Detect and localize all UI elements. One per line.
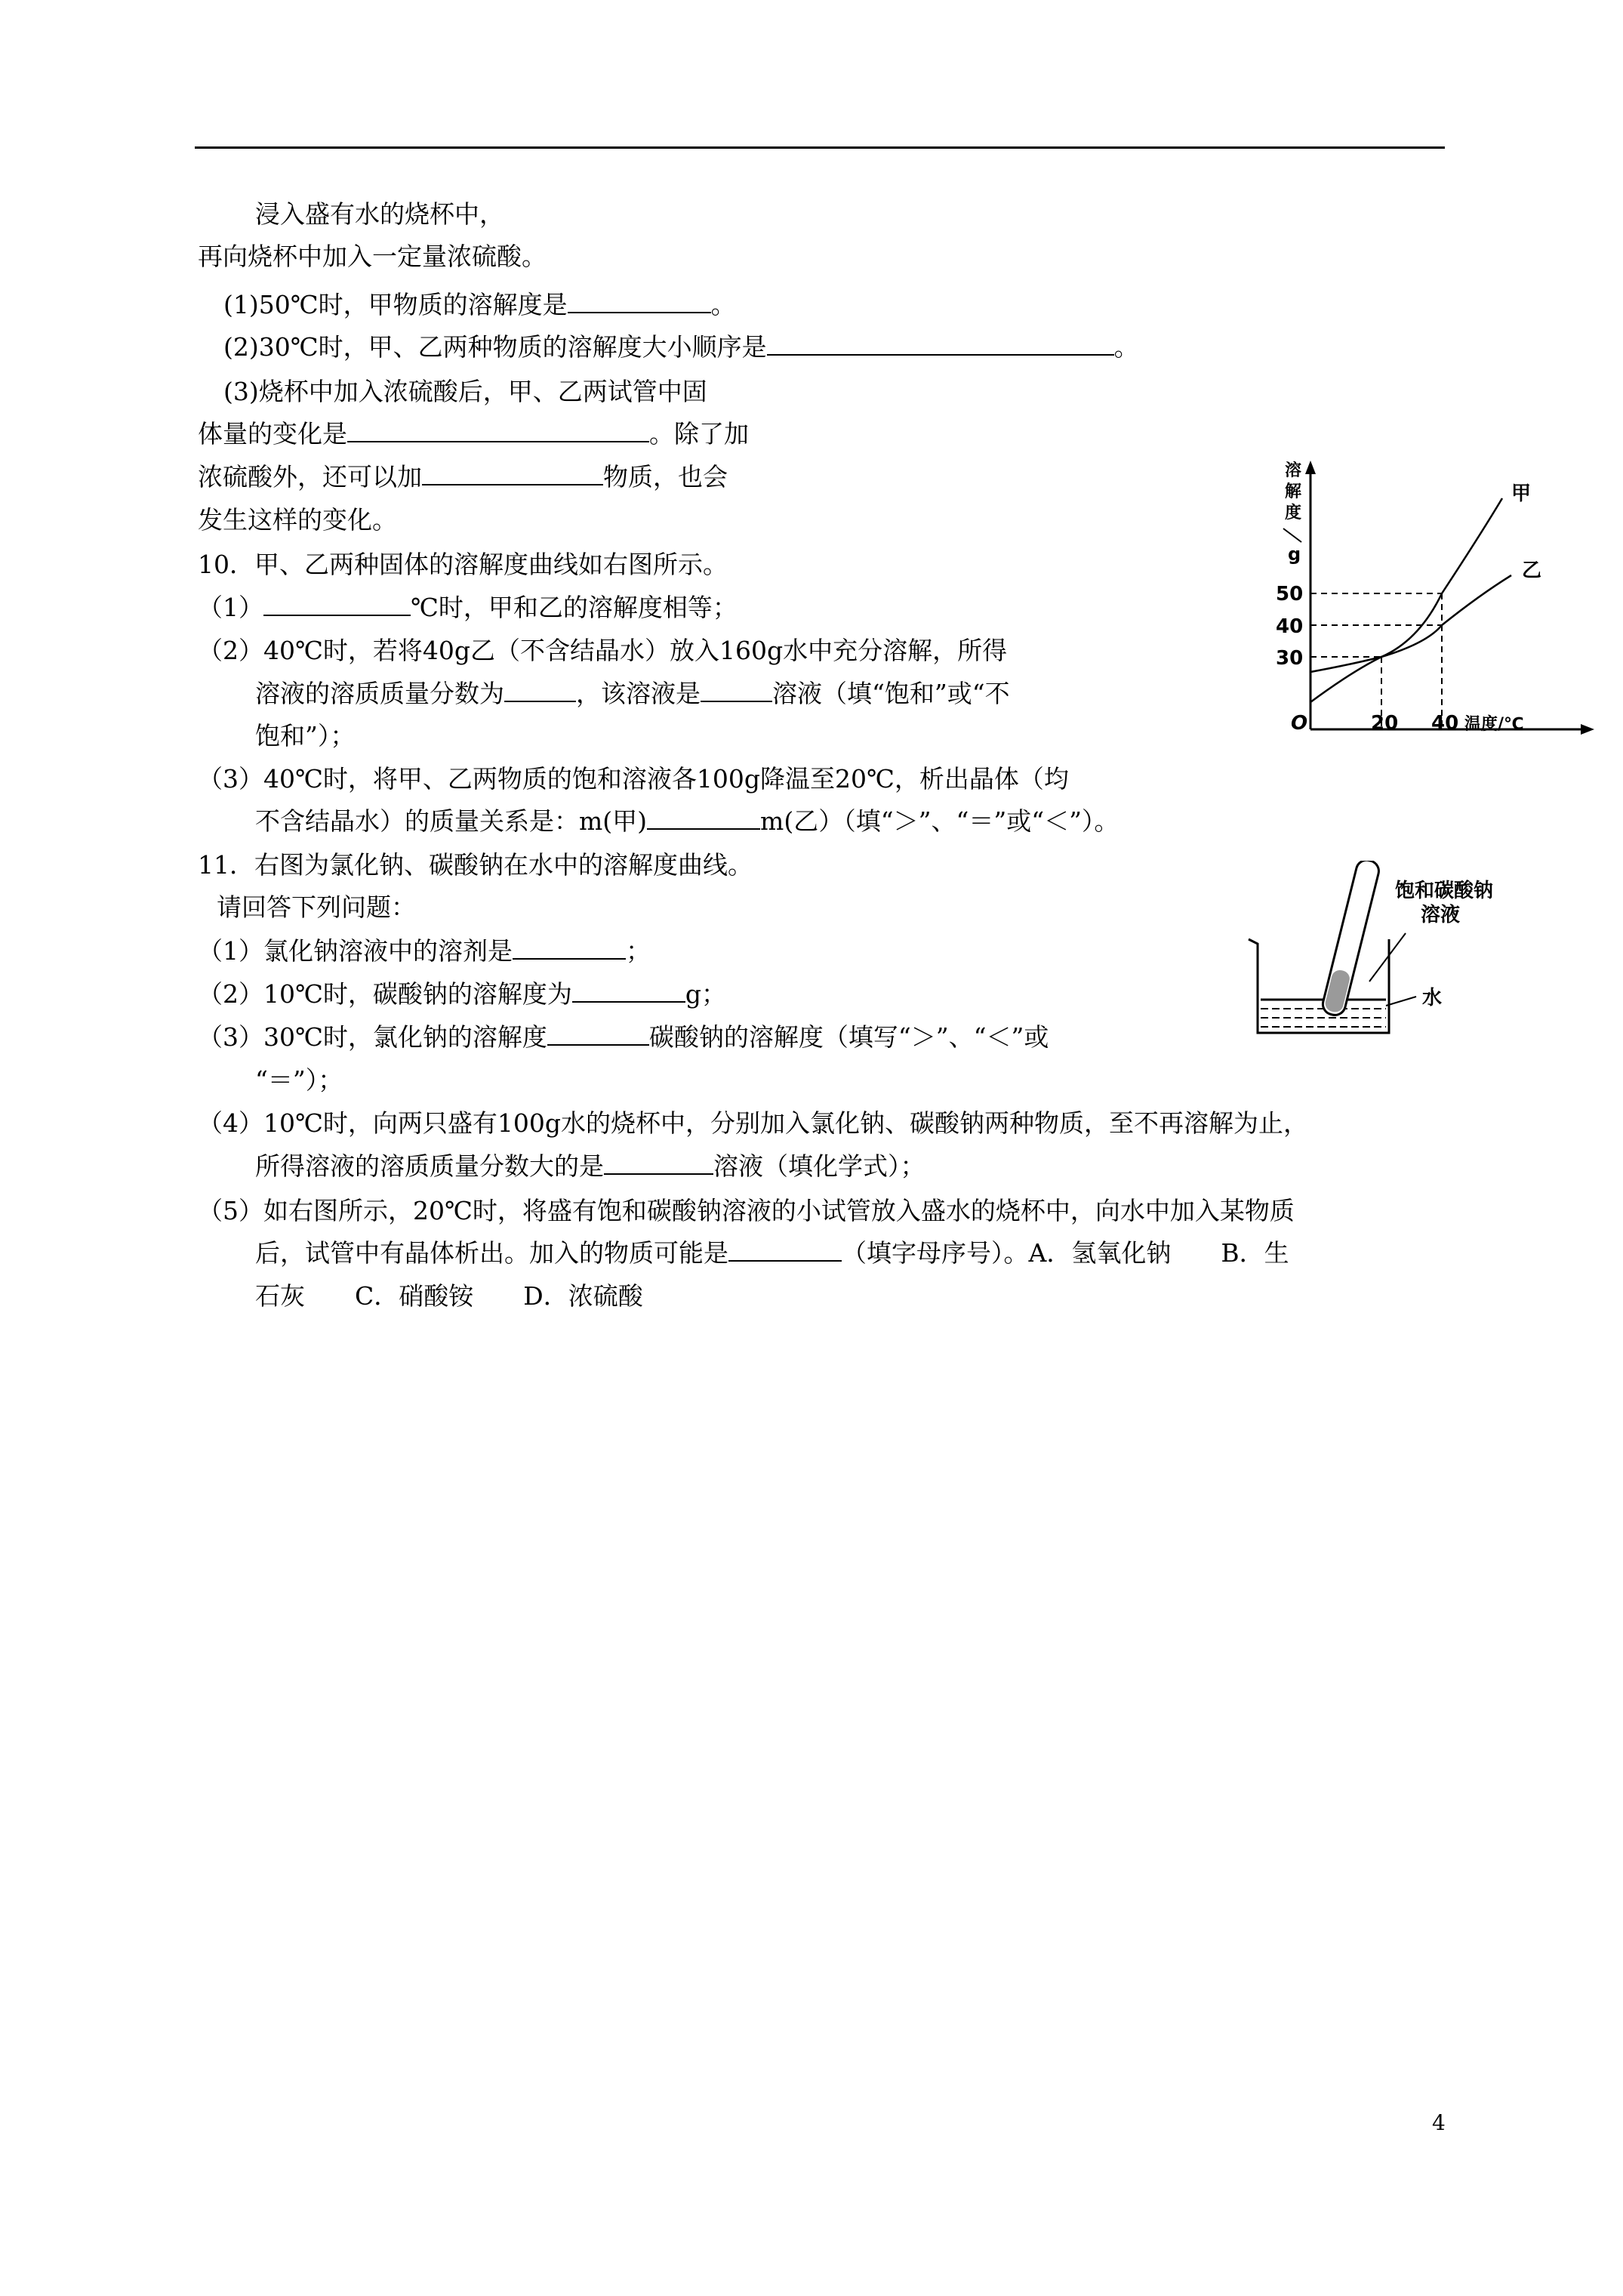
- text: 浸入盛有水的烧杯中，: [255, 199, 504, 229]
- answer-blank[interactable]: [728, 1237, 842, 1262]
- text: （填字母序号）。A．氢氧化钠 B．生: [842, 1238, 1289, 1268]
- answer-blank[interactable]: [568, 289, 711, 313]
- text: （5）如右图所示，20℃时，将盛有饱和碳酸钠溶液的小试管放入盛水的烧杯中，向水中加入某物质: [198, 1196, 1295, 1225]
- curve-label-jia: 甲: [1511, 482, 1532, 505]
- answer-blank[interactable]: [701, 678, 772, 702]
- text: 。除了加: [649, 419, 749, 448]
- x-tick-label: 20: [1371, 712, 1399, 735]
- text: 不含结晶水）的质量关系是：m(甲): [255, 806, 648, 836]
- text: （4）10℃时，向两只盛有100g水的烧杯中，分别加入氯化钠、碳酸钠两种物质，至不再溶解为止，: [198, 1108, 1309, 1138]
- text: (2)30℃时，甲、乙两种物质的溶解度大小顺序是: [223, 332, 767, 362]
- solubility-graph: [1253, 453, 1600, 740]
- text-line: [223, 375, 707, 408]
- label-leader: [1369, 933, 1406, 982]
- text-line: [198, 978, 726, 1011]
- answer-blank[interactable]: [504, 678, 576, 702]
- header-rule: [195, 146, 1445, 149]
- text-line: [198, 935, 651, 968]
- y-tick-label: 40: [1276, 615, 1304, 638]
- y-tick-label: 30: [1276, 647, 1304, 670]
- text: g；: [685, 979, 727, 1009]
- text-line: [198, 548, 728, 581]
- text-line: [255, 805, 1119, 838]
- text: 溶液的溶质质量分数为: [255, 679, 504, 708]
- beaker-figure: [1238, 861, 1555, 1042]
- text: 浓硫酸外，还可以加: [198, 462, 422, 492]
- answer-blank[interactable]: [347, 418, 649, 442]
- text: 所得溶液的溶质质量分数大的是: [255, 1151, 604, 1181]
- text: （3）40℃时，将甲、乙两物质的饱和溶液各100g降温至20℃，析出晶体（均: [198, 764, 1069, 794]
- text-line: [255, 1280, 643, 1313]
- page-number: 4: [1432, 2110, 1446, 2135]
- curve-label-yi: 乙: [1522, 559, 1542, 582]
- text: (3)烧杯中加入浓硫酸后，甲、乙两试管中固: [223, 377, 707, 406]
- y-axis-arrow-icon: [1305, 461, 1316, 474]
- text-line: [198, 591, 738, 624]
- answer-blank[interactable]: [767, 331, 1114, 356]
- ylabel-char: 解: [1285, 482, 1302, 501]
- text-line: [198, 1107, 1308, 1140]
- text: 体量的变化是: [198, 419, 347, 448]
- answer-blank[interactable]: [263, 592, 411, 616]
- text: (1)50℃时，甲物质的溶解度是: [223, 290, 568, 319]
- text: 请回答下列问题：: [217, 892, 416, 922]
- text: 再向烧杯中加入一定量浓硫酸。: [198, 242, 547, 271]
- text-line: [198, 461, 728, 494]
- text: 石灰 C．硝酸铵 D．浓硫酸: [255, 1281, 643, 1311]
- text: （1）: [198, 593, 263, 622]
- answer-blank[interactable]: [547, 1022, 649, 1046]
- text-line: [223, 288, 736, 322]
- text-line: [198, 418, 749, 451]
- x-axis-arrow-icon: [1581, 724, 1594, 735]
- text: 发生这样的变化。: [198, 505, 397, 535]
- text-line: [255, 677, 1010, 710]
- label-solution: 溶液: [1421, 904, 1461, 926]
- text-line: [198, 1194, 1295, 1228]
- text-line: [198, 504, 397, 537]
- text-line: [255, 198, 504, 231]
- x-tick-label: 40: [1431, 712, 1459, 735]
- label-water: 水: [1422, 987, 1443, 1009]
- text-line: [255, 1064, 343, 1097]
- ylabel-char: 度: [1285, 504, 1302, 522]
- answer-blank[interactable]: [647, 806, 760, 830]
- text: 碳酸钠的溶解度（填写“＞”、“＜”或: [648, 1022, 1049, 1052]
- text-line: [217, 891, 416, 924]
- text: 溶液（填“饱和”或“不: [772, 679, 1010, 708]
- label-leader: [1386, 997, 1416, 1006]
- text: 物质，也会: [603, 462, 728, 492]
- answer-blank[interactable]: [422, 461, 603, 485]
- text-line: [198, 634, 1007, 667]
- curve-yi: [1310, 575, 1511, 672]
- text-line: [255, 1150, 925, 1183]
- text: （2）40℃时，若将40g乙（不含结晶水）放入160g水中充分溶解，所得: [198, 636, 1008, 665]
- answer-blank[interactable]: [604, 1151, 713, 1175]
- text: 后，试管中有晶体析出。加入的物质可能是: [255, 1238, 728, 1268]
- text-line: [198, 1021, 1049, 1054]
- text-line: [198, 849, 753, 882]
- answer-blank[interactable]: [513, 935, 626, 960]
- x-axis-label: 温度/℃: [1464, 715, 1524, 734]
- text: （1）氯化钠溶液中的溶剂是: [198, 936, 513, 966]
- label-saturated-solution: 饱和碳酸钠: [1395, 880, 1494, 902]
- text-line: [198, 763, 1069, 796]
- text: “＝”）；: [255, 1065, 343, 1095]
- test-tube: [1320, 861, 1381, 1017]
- text: m(乙）（填“＞”、“＝”或“＜”）。: [760, 806, 1119, 836]
- y-tick-label: 50: [1276, 583, 1304, 606]
- text-line: [223, 331, 1139, 364]
- text: （2）10℃时，碳酸钠的溶解度为: [198, 979, 572, 1009]
- text-line: [255, 720, 355, 753]
- text: 。: [710, 290, 736, 319]
- ylabel-char: 溶: [1285, 461, 1302, 480]
- text-line: [255, 1237, 1289, 1270]
- origin-label: O: [1291, 712, 1308, 735]
- text: ；: [626, 936, 651, 966]
- text: ，该溶液是: [576, 679, 701, 708]
- text: 饱和”）；: [255, 721, 356, 750]
- text: 溶液（填化学式）；: [713, 1151, 925, 1181]
- text: 10．甲、乙两种固体的溶解度曲线如右图所示。: [198, 550, 728, 579]
- answer-blank[interactable]: [572, 978, 685, 1003]
- text: ℃时，甲和乙的溶解度相等；: [411, 593, 738, 622]
- text: 11．右图为氯化钠、碳酸钠在水中的溶解度曲线。: [198, 850, 753, 880]
- ylabel-char: g: [1288, 544, 1301, 565]
- text-line: [198, 240, 547, 273]
- text: （3）30℃时，氯化钠的溶解度: [198, 1022, 547, 1052]
- beaker-outline: [1249, 939, 1389, 1033]
- ylabel-slash: [1283, 529, 1301, 542]
- text: 。: [1113, 332, 1139, 362]
